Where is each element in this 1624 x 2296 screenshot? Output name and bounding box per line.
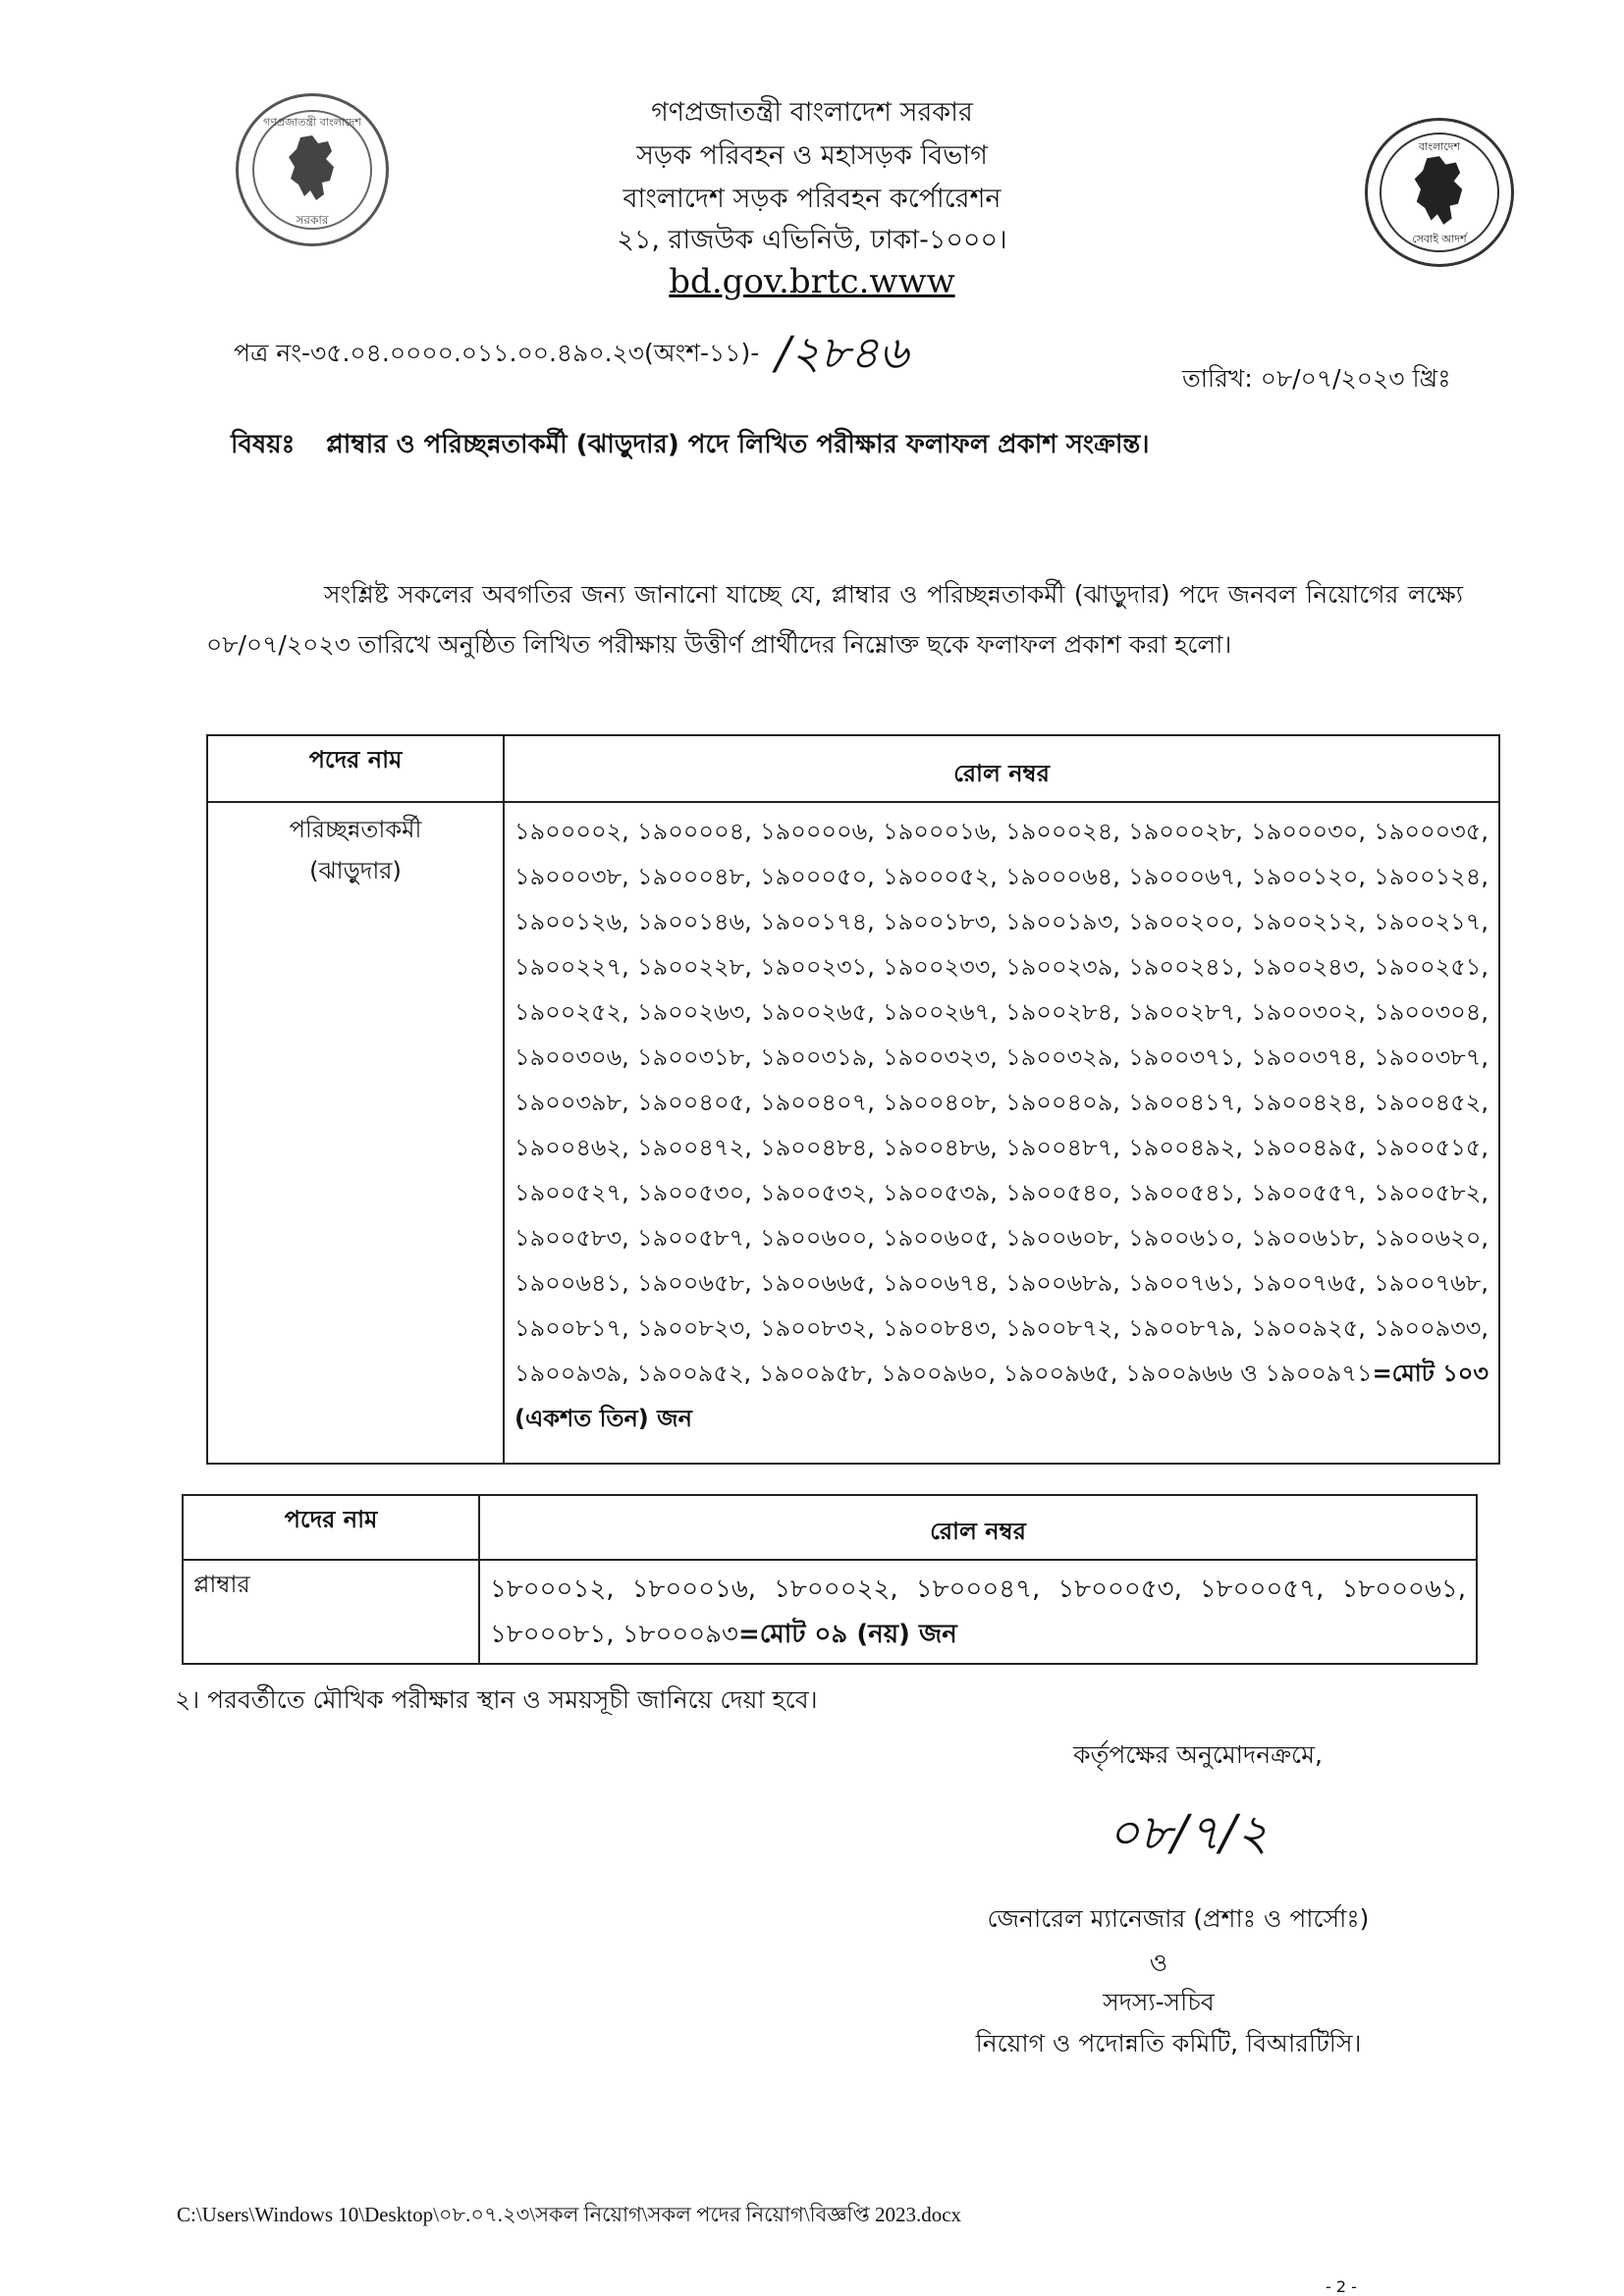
table-row [183,1560,1477,1664]
signatory-designation: জেনারেল ম্যানেজার (প্রশাঃ ও পার্সোঃ) [987,1904,1370,1933]
memo-handwritten-number: /২৮৪৬ [776,326,909,379]
column-header-roll: রোল নম্বর [479,1495,1477,1560]
header-division: সড়ক পরিবহন ও মহাসড়ক বিভাগ [636,140,988,171]
signatory-member-secretary: সদস্য-সচিব [1103,1988,1215,2016]
header-corporation: বাংলাদেশ সড়ক পরিবহন কর্পোরেশন [623,184,1001,214]
approval-text: কর্তৃপক্ষের অনুমোদনক্রমে, [1073,1740,1323,1769]
column-header-post: পদের নাম [207,735,504,802]
subject-label: বিষয়ঃ [231,430,296,459]
signatory-committee: নিয়োগ ও পদোন্নতি কমিটি, বিআরটিসি। [975,2029,1362,2057]
roll-numbers: ১৮০০০১২, ১৮০০০১৬, ১৮০০০২২, ১৮০০০৪৭, ১৮০০০৫৩, ১৮০০০৫৭, ১৮০০০৬১, ১৮০০০৮১, ১৮০০০৯৩ [490,1575,1466,1649]
table-header-row [207,735,1499,802]
handwritten-signature: ০৮/৭/২ [1108,1804,1269,1861]
post-name-sub: (ঝাড়ুদার) [309,857,402,884]
column-header-post: পদের নাম [183,1495,479,1560]
body-paragraph: সংশ্লিষ্ট সকলের অবগতির জন্য জানানো যাচ্ছে যে, প্লাম্বার ও পরিচ্ছন্নতাকর্মী (ঝাড়ুদার) পদে জনবল নিয়োগের লক্ষ্যে ০৮/০৭/২০২৩ তারিখে অনুষ্ঠিত লিখিত পরীক্ষায় উত্তীর্ণ প্রার্থীদের নিম্নোক্ত ছকে ফলাফল প্রকাশ করা হলো। [206,580,1463,659]
post-name-cell [207,802,504,1464]
table-header-row [183,1495,1477,1560]
seal-bottom-text: সরকার [296,213,329,227]
seal-top-text: গণপ্রজাতন্ত্রী বাংলাদেশ [263,116,361,129]
header-government: গণপ্রজাতন্ত্রী বাংলাদেশ সরকার [651,97,973,128]
file-path: C:\Users\Windows 10\Desktop\০৮.০৭.২৩\সকল নিয়োগ\সকল পদের নিয়োগ\বিজ্ঞপ্তি 2023.docx [177,2203,962,2226]
page-number: - 2 - [1326,2277,1357,2296]
post-name: পরিচ্ছন্নতাকর্মী [289,816,422,843]
header-website: bd.gov.brtc.www [669,262,955,301]
subject-text: প্লাম্বার ও পরিচ্ছন্নতাকর্মী (ঝাড়ুদার) পদে লিখিত পরীক্ষার ফলাফল প্রকাশ সংক্রান্ত। [326,430,1150,459]
memo-reference: পত্র নং-৩৫.০৪.০০০০.০১১.০০.৪৯০.২৩(অংশ-১১)- [234,339,760,367]
seal-top-text: বাংলাদেশ [1418,140,1461,153]
results-table-cleaner [206,734,1500,1465]
roll-numbers-cell [504,802,1499,1464]
roll-numbers: ১৯০০০০২, ১৯০০০০৪, ১৯০০০০৬, ১৯০০০১৬, ১৯০০০২৪, ১৯০০০২৮, ১৯০০০৩০, ১৯০০০৩৫, ১৯০০০৩৮, ১৯০০০৪৮, ১৯০০০৫০, ১৯০০০৫২, ১৯০০০৬৪, ১৯০০০৬৭, ১৯০০১২০, ১৯০০১২৪, ১৯০০১২৬, ১৯০০১৪৬, ১৯০০১৭৪, ১৯০০১৮৩, ১৯০০১৯৩, ১৯০০২০০, ১৯০০২১২, ১৯০০২১৭, ১৯০০২২৭, ১৯০০২২৮, ১৯০০২৩১, ১৯০০২৩৩, ১৯০০২৩৯, ১৯০০২৪১, ১৯০০২৪৩, ১৯০০২৫১, ১৯০০২৫২, ১৯০০২৬৩, ১৯০০২৬৫, ১৯০০২৬৭, ১৯০০২৮৪, ১৯০০২৮৭, ১৯০০৩০২, ১৯০০৩০৪, ১৯০০৩০৬, ১৯০০৩১৮, ১৯০০৩১৯, ১৯০০৩২৩, ১৯০০৩২৯, ১৯০০৩৭১, ১৯০০৩৭৪, ১৯০০৩৮৭, ১৯০০৩৯৮, ১৯০০৪০৫, ১৯০০৪০৭, ১৯০০৪০৮, ১৯০০৪০৯, ১৯০০৪১৭, ১৯০০৪২৪, ১৯০০৪৫২, ১৯০০৪৬২, ১৯০০৪৭২, ১৯০০৪৮৪, ১৯০০৪৮৬, ১৯০০৪৮৭, ১৯০০৪৯২, ১৯০০৪৯৫, ১৯০০৫১৫, ১৯০০৫২৭, ১৯০০৫৩০, ১৯০০৫৩২, ১৯০০৫৩৯, ১৯০০৫৪০, ১৯০০৫৪১, ১৯০০৫৫৭, ১৯০০৫৮২, ১৯০০৫৮৩, ১৯০০৫৮৭, ১৯০০৬০০, ১৯০০৬০৫, ১৯০০৬০৮, ১৯০০৬১০, ১৯০০৬১৮, ১৯০০৬২০, ১৯০০৬৪১, ১৯০০৬৫৮, ১৯০০৬৬৫, ১৯০০৬৭৪, ১৯০০৬৮৯, ১৯০০৭৬১, ১৯০০৭৬৫, ১৯০০৭৬৮, ১৯০০৮১৭, ১৯০০৮২৩, ১৯০০৮৩২, ১৯০০৮৪৩, ১৯০০৮৭২, ১৯০০৮৭৯, ১৯০০৯২৫, ১৯০০৯৩৩, ১৯০০৯৩৯, ১৯০০৯৫২, ১৯০০৯৫৮, ১৯০০৯৬০, ১৯০০৯৬৫, ১৯০০৯৬৬ ও ১৯০০৯৭১ [514,818,1489,1387]
results-table-plumber [182,1494,1478,1665]
note-viva: ২। পরবর্তীতে মৌখিক পরীক্ষার স্থান ও সময়সূচী জানিয়ে দেয়া হবে। [175,1685,818,1714]
seal-bottom-text: সেবাই আদর্শ [1412,233,1467,245]
table-row [207,802,1499,1464]
roll-total: =মোট ১০৩ (একশত তিন) জন [514,1360,1489,1432]
roll-numbers-cell [479,1560,1477,1664]
memo-date: তারিখ: ০৮/০৭/২০২৩ খ্রিঃ [1182,364,1451,393]
conjunction-and: ও [1149,1949,1168,1977]
post-name: প্লাম্বার [193,1571,250,1598]
roll-total: =মোট ০৯ (নয়) জন [737,1620,957,1649]
column-header-roll: রোল নম্বর [504,735,1499,802]
post-name-cell [183,1560,479,1664]
header-address: ২১, রাজউক এভিনিউ, ঢাকা-১০০০। [617,225,1007,255]
